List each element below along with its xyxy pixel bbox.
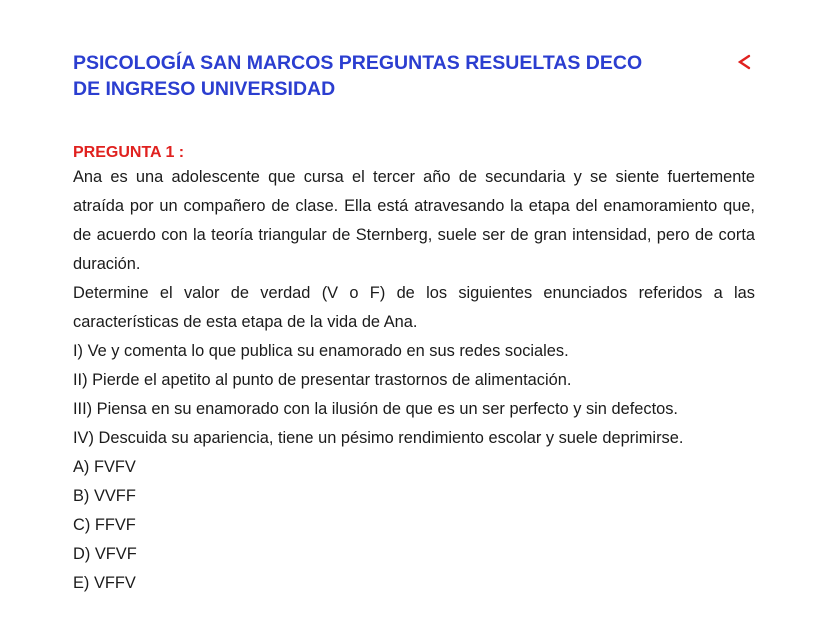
- page-title-line-1: PSICOLOGÍA SAN MARCOS PREGUNTAS RESUELTAS DECO: [73, 52, 643, 74]
- option-d: D) VFVF: [73, 545, 137, 563]
- question-label: PREGUNTA 1 :: [73, 144, 185, 161]
- option-e: E) VFFV: [73, 574, 136, 592]
- share-icon-graphic: [736, 54, 754, 70]
- option-b: B) VVFF: [73, 487, 136, 505]
- statement-2: II) Pierde el apetito al punto de presentar trastornos de alimentación.: [73, 371, 572, 389]
- share-icon[interactable]: [736, 54, 754, 70]
- option-a: A) FVFV: [73, 458, 136, 476]
- statement-3: III) Piensa en su enamorado con la ilusión de que es un ser perfecto y sin defectos.: [73, 400, 678, 418]
- statement-4: IV) Descuida su apariencia, tiene un pésimo rendimiento escolar y suele deprimirse.: [73, 429, 684, 447]
- option-c: C) FFVF: [73, 516, 136, 534]
- document-page: [73, 50, 755, 598]
- question-instruction: Determine el valor de verdad (V o F) de los siguientes enunciados referidos a las características de esta etapa de la vida de Ana.: [73, 284, 755, 331]
- page-title-line-2: DE INGRESO UNIVERSIDAD: [73, 78, 336, 100]
- statement-1: I) Ve y comenta lo que publica su enamorado en sus redes sociales.: [73, 342, 569, 360]
- question-paragraph: Ana es una adolescente que cursa el tercer año de secundaria y se siente fuertemente atraída por un compañero de clase. Ella está atravesando la etapa del enamoramiento que, de acuerdo con la teoría triangular de Sternberg, suele ser de gran intensidad, pero de corta duración.: [73, 168, 755, 273]
- page-title: [73, 50, 723, 102]
- question-body: [73, 163, 755, 598]
